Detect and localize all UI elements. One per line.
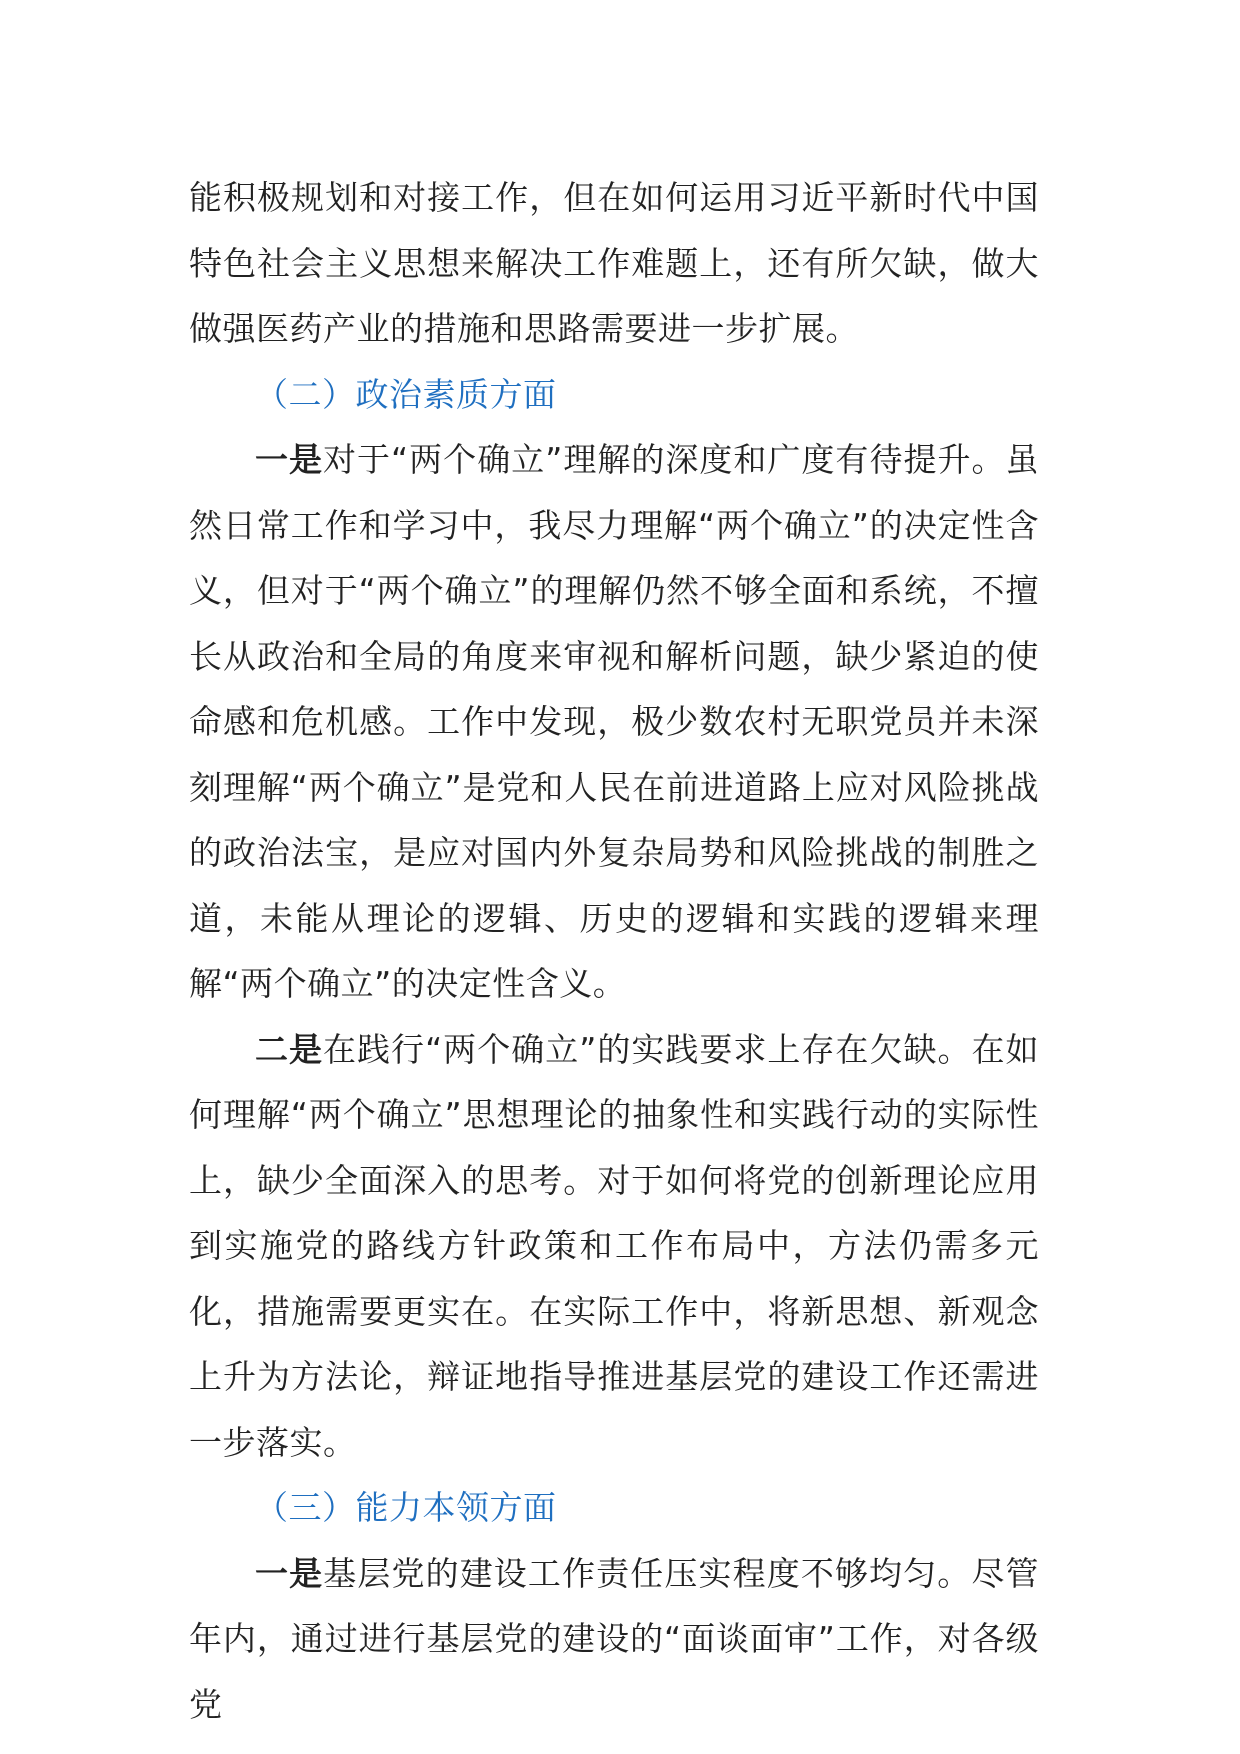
paragraph-continuation <box>189 165 1039 362</box>
paragraph-lead: 一是 <box>255 1553 324 1593</box>
paragraph-ability-point-one <box>189 1541 1039 1738</box>
paragraph-lead: 二是 <box>255 1029 324 1069</box>
section-heading-ability <box>189 1475 1039 1541</box>
document-body <box>189 165 1039 1737</box>
heading-text: （三）能力本领方面 <box>255 1488 557 1527</box>
paragraph-text: 对于“两个确立”理解的深度和广度有待提升。虽然日常工作和学习中，我尽力理解“两个确立”的决定性含义，但对于“两个确立”的理解仍然不够全面和系统，不擅长从政治和全局的角度来审视和解析问题，缺少紧迫的使命感和危机感。工作中发现，极少数农村无职党员并未深刻理解“两个确立”是党和人民在前进道路上应对风险挑战的政治法宝，是应对国内外复杂局势和风险挑战的制胜之道，未能从理论的逻辑、历史的逻辑和实践的逻辑来理解“两个确立”的决定性含义。 <box>189 440 1039 1003</box>
paragraph-lead: 一是 <box>255 440 324 479</box>
section-heading-political-quality <box>189 362 1039 428</box>
paragraph-point-one <box>189 427 1039 1017</box>
paragraph-text: 能积极规划和对接工作，但在如何运用习近平新时代中国特色社会主义思想来解决工作难题上，还有所欠缺，做大做强医药产业的措施和思路需要进一步扩展。 <box>189 178 1039 348</box>
heading-text: （二）政治素质方面 <box>255 374 557 414</box>
paragraph-text: 在践行“两个确立”的实践要求上存在欠缺。在如何理解“两个确立”思想理论的抽象性和实践行动的实际性上，缺少全面深入的思考。对于如何将党的创新理论应用到实施党的路线方针政策和工作布局中，方法仍需多元化，措施需要更实在。在实际工作中，将新思想、新观念上升为方法论，辩证地指导推进基层党的建设工作还需进一步落实。 <box>189 1029 1039 1462</box>
paragraph-point-two <box>189 1017 1039 1476</box>
paragraph-text: 基层党的建设工作责任压实程度不够均匀。尽管年内，通过进行基层党的建设的“面谈面审”工作，对各级党 <box>189 1553 1040 1724</box>
